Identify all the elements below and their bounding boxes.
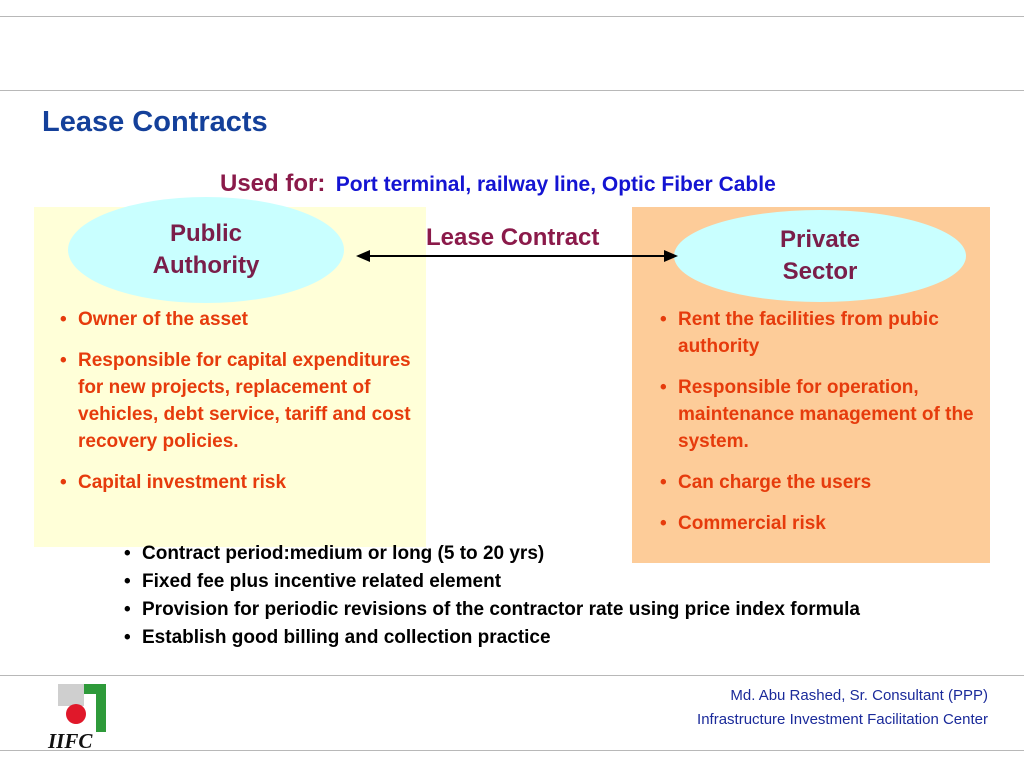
double-arrow-icon xyxy=(354,246,680,266)
header-rule xyxy=(0,90,1024,91)
list-item: • Responsible for operation, maintenance management of the system. xyxy=(656,374,986,455)
private-sector-ellipse xyxy=(674,210,966,302)
used-for-items: Port terminal, railway line, Optic Fiber Cable xyxy=(335,173,776,196)
private-sector-list xyxy=(656,306,986,551)
public-authority-ellipse xyxy=(68,197,344,303)
footer-rule xyxy=(0,675,1024,676)
used-for-line xyxy=(220,170,776,198)
list-item: • Responsible for capital expenditures for new projects, replacement of vehicles, debt service, tariff and cost recovery policies. xyxy=(56,347,426,455)
iifc-logo xyxy=(44,680,116,752)
contract-terms-list xyxy=(120,543,940,655)
used-for-label: Used for: xyxy=(220,170,326,197)
bottom-rule xyxy=(0,750,1024,751)
public-authority-label: Public Authority xyxy=(152,220,260,279)
public-authority-list xyxy=(56,306,426,510)
footer-organization: Infrastructure Investment Facilitation Center xyxy=(697,711,988,728)
list-item: • Rent the facilities from pubic authority xyxy=(656,306,986,360)
list-item: • Establish good billing and collection practice xyxy=(120,627,940,649)
list-item: • Provision for periodic revisions of the contractor rate using price index formula xyxy=(120,599,940,621)
logo-text: IIFC xyxy=(48,729,93,752)
footer-credits xyxy=(697,684,988,732)
slide-title: Lease Contracts xyxy=(42,106,268,138)
list-item: • Can charge the users xyxy=(656,469,986,496)
top-rule xyxy=(0,16,1024,17)
list-item: • Commercial risk xyxy=(656,510,986,537)
footer-author: Md. Abu Rashed, Sr. Consultant (PPP) xyxy=(730,687,988,704)
lease-contract-label: Lease Contract xyxy=(426,224,600,251)
list-item: • Fixed fee plus incentive related element xyxy=(120,571,940,593)
private-sector-label: Private Sector xyxy=(779,226,861,285)
list-item: • Contract period:medium or long (5 to 20 yrs) xyxy=(120,543,940,565)
list-item: • Capital investment risk xyxy=(56,469,426,496)
list-item: • Owner of the asset xyxy=(56,306,426,333)
